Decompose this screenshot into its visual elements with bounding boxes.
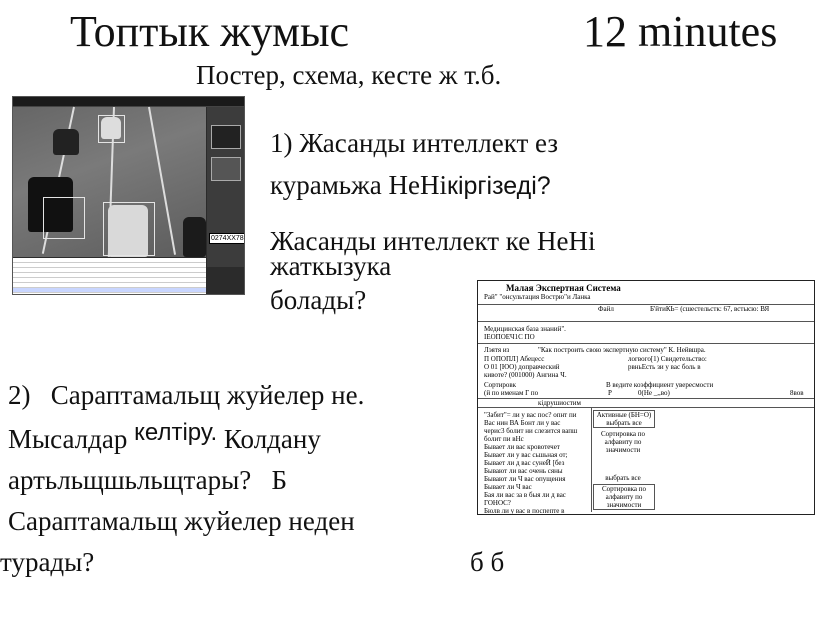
doc-sort-button-1[interactable] [593,430,653,454]
q1-text: Жасанды интеллект ез [299,128,559,158]
doc-question-item[interactable]: Вас нин ВА Бонт ли у вас [484,419,561,427]
doc-author-a: Лэятя из [484,346,510,354]
q2-line2c: Колдану [223,424,321,454]
camera-results-table [13,258,206,294]
camera-road-view [13,107,206,257]
doc-sort-a: Сортировк [484,381,517,389]
doc-file-label: Файл [598,305,614,313]
q1-line2b: кіргізеді? [447,172,551,200]
doc-question-item[interactable]: "Забит"= ли у вас пос? опнт пи [484,411,577,419]
q2-tail: б б [470,547,505,577]
q2-text: Сараптамальщ жуйелер не. [50,380,365,410]
doc-row-d: 8вов [790,389,804,397]
doc-question-list [484,411,588,515]
doc-line3-a: П ОПОПЛ] Абецесс [484,355,545,363]
doc-line5: кивоте? (001000) Ангина Ч. [484,371,567,379]
doc-question-item[interactable]: болит пи вНс [484,435,524,443]
doc-kb-line: Медицинская база знаний". [484,325,566,333]
doc-active-button[interactable] [593,410,655,428]
doc-row-b: Р [608,389,612,397]
doc-sort2-a: Сортировка по [601,485,647,493]
q1-line4: жаткызука [270,251,392,281]
doc-question-item[interactable]: Бывает ли вас кровотечет [484,443,560,451]
doc-sort-button-2[interactable] [593,484,655,510]
doc-sort-b: В ведите коэффициент увересмости [606,381,714,389]
doc-sort2-c: значимости [606,501,642,509]
q2-line3: артьльщшьльщтары? Б [8,465,287,495]
doc-active-label2: выбрать все [606,419,642,427]
doc-sort2-b: алфавиту по [605,493,643,501]
doc-author-b: "Как построить свою экспертную систему" К. Нейвшра. [538,346,706,354]
q2-line5: турады? [0,547,95,577]
doc-active-label: Активные (БН=О) [596,411,652,419]
doc-line3-b: логвого[1) Свидетельство: [628,355,707,363]
doc-menu: Рай" "онсультация Вострю"и Ланка [484,293,591,301]
doc-sort1-b: алфавиту по [604,438,642,446]
slide-subtitle: Постер, схема, кесте ж т.б. [196,60,502,90]
doc-question-item[interactable]: черис3 болит ни слезится вапш [484,427,578,435]
q2-line4: Сараптамальщ жуйелер неден [8,506,355,536]
doc-sort1-a: Сортировка по [600,430,646,438]
expert-system-screenshot [477,280,815,515]
q2-number: 2) [8,380,31,410]
doc-row-c: 0(Не _,,во) [638,389,670,397]
doc-question-item[interactable]: Бюлв ли у вас в поспепте в [484,507,565,515]
q1-line2a: курамьжа НеНі [270,170,447,200]
slide-title: Топтык жумыс [70,7,350,56]
doc-row-a: (й по именам Г по [484,389,539,397]
q1-line3: Жасанды интеллект ке НеНі [270,226,596,256]
doc-question-item[interactable]: Бывают ли Ч вас опущения [484,475,566,483]
camera-menubar [13,97,244,107]
doc-line4-b: рвньЕсть зи у вас боль в [628,363,701,371]
doc-col-head: кідрушиостим [538,399,581,407]
q2-line2b: келтіру. [134,419,218,446]
q1-number: 1) [270,128,293,158]
time-limit: 12 minutes [583,7,778,56]
traffic-camera-screenshot [12,96,245,295]
doc-title: Малая Экспертная Система [506,283,621,293]
doc-question-item[interactable]: ГОНОС? [484,499,511,507]
doc-question-item[interactable]: Бывает ли д вас сунеЙ [без [484,459,565,467]
doc-question-item[interactable]: Бывают ли вас очень сяны [484,467,563,475]
q2-line2a: Мысалдар [8,424,128,454]
doc-select-all-button[interactable]: выбрать все [605,474,641,482]
doc-line4-a: О 01 [ЮО) доправческий [484,363,560,371]
license-plate-readout: 0274XX78 [211,235,244,242]
doc-question-item[interactable]: Бывает ли Ч вас [484,483,532,491]
doc-question-item[interactable]: Бая ли вас за в быя ли д вас [484,491,566,499]
doc-kb-sub: ІЕОПОЕЧ1С ПО [484,333,535,341]
doc-sort1-c: значимости [605,446,641,454]
doc-file-info: Б'йтиКЬ= (сшестельстк: 67, встысю: ВЯ [650,305,770,313]
doc-question-item[interactable]: Бывает ли у вас сьшьная от; [484,451,568,459]
q1-line5: болады? [270,285,367,315]
